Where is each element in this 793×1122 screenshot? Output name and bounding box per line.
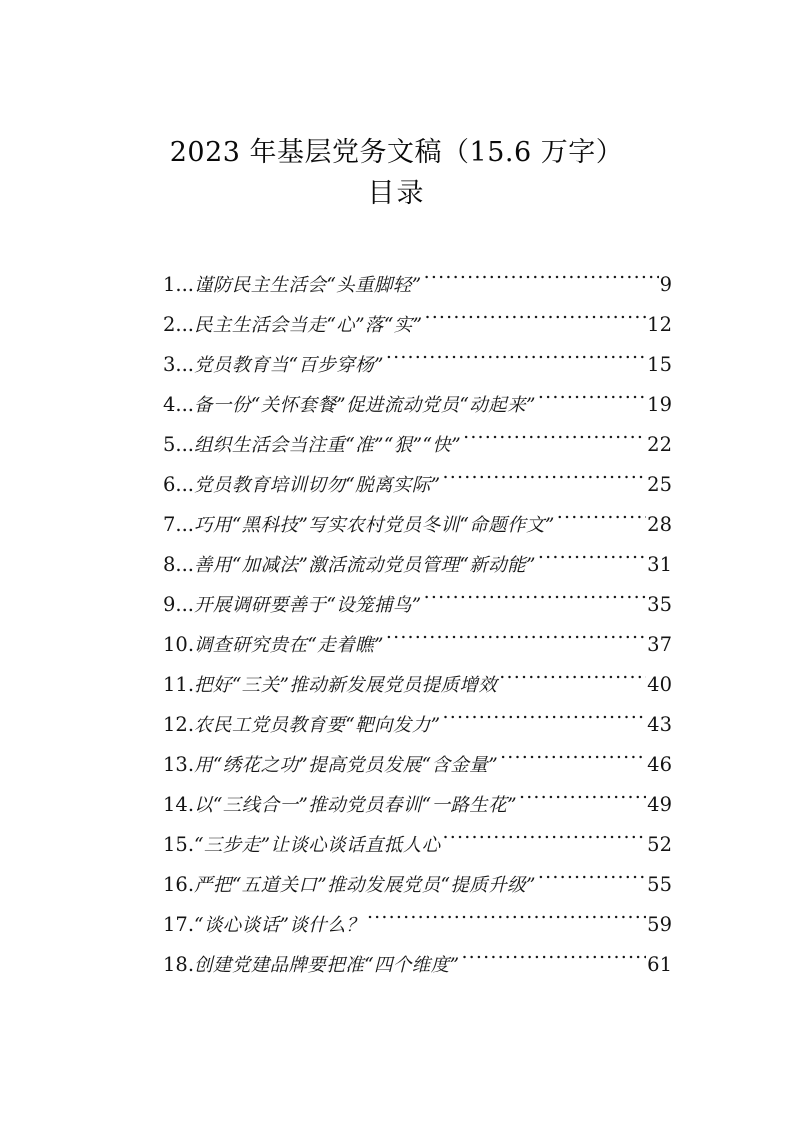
toc-entry-page-number: 12	[647, 313, 672, 336]
toc-dot-leader	[500, 751, 646, 771]
toc-dot-leader	[367, 911, 646, 931]
toc-entry[interactable]	[163, 705, 672, 745]
toc-entry[interactable]	[163, 905, 672, 945]
toc-entry-title: 巧用“黑科技”写实农村党员冬训“命题作文”	[194, 515, 555, 536]
toc-entry[interactable]	[163, 945, 672, 985]
toc-entry-number: 12.	[163, 713, 195, 736]
toc-dot-leader	[424, 311, 646, 331]
toc-entry-page-number: 61	[647, 953, 672, 976]
toc-entry-number: 10.	[163, 633, 195, 656]
toc-dot-leader	[538, 391, 646, 411]
toc-dot-leader	[443, 711, 647, 731]
toc-entry-title: 党员教育培训切勿“脱离实际”	[194, 475, 441, 496]
toc-entry-title: 民主生活会当走“心”落“实”	[194, 315, 423, 336]
toc-entry-title: 开展调研要善于“设笼捕鸟”	[194, 595, 422, 616]
page-title: 2023 年基层党务文稿（15.6 万字）	[169, 137, 624, 168]
toc-entry-number: 3...	[163, 353, 195, 376]
toc-entry-title: 备一份“关怀套餐”促进流动党员“动起来”	[194, 395, 536, 416]
toc-entry-title: 创建党建品牌要把准“四个维度”	[194, 955, 460, 976]
toc-entry-page-number: 31	[647, 553, 672, 576]
toc-entry-number: 18.	[163, 953, 195, 976]
toc-dot-leader	[463, 431, 646, 451]
toc-entry-title: 善用“加减法”激活流动党员管理“新动能”	[194, 555, 536, 576]
toc-entry-number: 17.	[163, 913, 195, 936]
toc-entry-title: 谨防民主生活会“头重脚轻”	[194, 275, 422, 296]
toc-entry-number: 9...	[163, 593, 195, 616]
toc-dot-leader	[538, 871, 646, 891]
toc-entry-number: 13.	[163, 753, 195, 776]
toc-entry[interactable]	[163, 545, 672, 585]
toc-entry-number: 6...	[163, 473, 195, 496]
toc-entry-page-number: 46	[647, 753, 672, 776]
toc-dot-leader	[443, 471, 647, 491]
toc-entry-number: 16.	[163, 873, 195, 896]
toc-entry-title: “谈心谈话”谈什么？	[194, 915, 365, 936]
toc-entry[interactable]	[163, 585, 672, 625]
toc-entry-title: 用“绣花之功”提高党员发展“含金量”	[194, 755, 499, 776]
toc-dot-leader	[519, 791, 646, 811]
toc-entry-page-number: 25	[647, 473, 672, 496]
toc-entry-number: 11.	[163, 673, 195, 696]
toc-entry[interactable]	[163, 505, 672, 545]
toc-entry-title: “三步走”让谈心谈话直抵人心	[194, 835, 441, 856]
toc-entry-page-number: 43	[647, 713, 672, 736]
toc-dot-leader	[386, 631, 646, 651]
toc-entry-number: 8...	[163, 553, 195, 576]
toc-entry-number: 1...	[163, 273, 195, 296]
toc-entry-number: 5...	[163, 433, 195, 456]
toc-dot-leader	[443, 831, 647, 851]
toc-dot-leader	[557, 511, 646, 531]
toc-entry[interactable]	[163, 425, 672, 465]
toc-entry-number: 7...	[163, 513, 195, 536]
toc-entry-number: 2...	[163, 313, 195, 336]
title-block	[0, 133, 793, 215]
toc-entry-page-number: 37	[647, 633, 672, 656]
toc-entry-number: 15.	[163, 833, 195, 856]
toc-dot-leader	[424, 271, 659, 291]
toc-entry-page-number: 22	[647, 433, 672, 456]
toc-dot-leader	[499, 671, 646, 691]
toc-entry[interactable]	[163, 465, 672, 505]
toc-entry-title: 组织生活会当注重“准”“狠”“快”	[194, 435, 462, 456]
toc-entry-number: 14.	[163, 793, 195, 816]
page-subtitle: 目录	[367, 178, 426, 209]
toc-entry[interactable]	[163, 865, 672, 905]
toc-entry-title: 把好“三关”推动新发展党员提质增效	[194, 675, 498, 696]
toc-entry-page-number: 52	[647, 833, 672, 856]
toc-entry-page-number: 28	[647, 513, 672, 536]
table-of-contents	[163, 265, 672, 985]
toc-entry[interactable]	[163, 385, 672, 425]
toc-entry-page-number: 35	[647, 593, 672, 616]
toc-entry-page-number: 19	[647, 393, 672, 416]
toc-entry[interactable]	[163, 665, 672, 705]
toc-entry[interactable]	[163, 345, 672, 385]
toc-entry[interactable]	[163, 825, 672, 865]
toc-entry-title: 以“三线合一”推动党员春训“一路生花”	[194, 795, 517, 816]
toc-entry-page-number: 9	[659, 273, 672, 296]
toc-entry-page-number: 49	[647, 793, 672, 816]
toc-dot-leader	[538, 551, 646, 571]
toc-entry-page-number: 15	[647, 353, 672, 376]
toc-entry-title: 党员教育当“百步穿杨”	[194, 355, 384, 376]
toc-entry-title: 调查研究贵在“走着瞧”	[194, 635, 384, 656]
toc-entry-page-number: 55	[647, 873, 672, 896]
toc-entry[interactable]	[163, 745, 672, 785]
toc-entry-title: 严把“五道关口”推动发展党员“提质升级”	[194, 875, 536, 896]
toc-dot-leader	[461, 951, 646, 971]
toc-entry[interactable]	[163, 625, 672, 665]
toc-dot-leader	[386, 351, 646, 371]
toc-entry-title: 农民工党员教育要“靶向发力”	[194, 715, 441, 736]
toc-entry[interactable]	[163, 265, 672, 305]
toc-entry-page-number: 59	[647, 913, 672, 936]
toc-entry[interactable]	[163, 305, 672, 345]
toc-dot-leader	[424, 591, 647, 611]
toc-entry-number: 4...	[163, 393, 195, 416]
toc-entry-page-number: 40	[647, 673, 672, 696]
toc-entry[interactable]	[163, 785, 672, 825]
